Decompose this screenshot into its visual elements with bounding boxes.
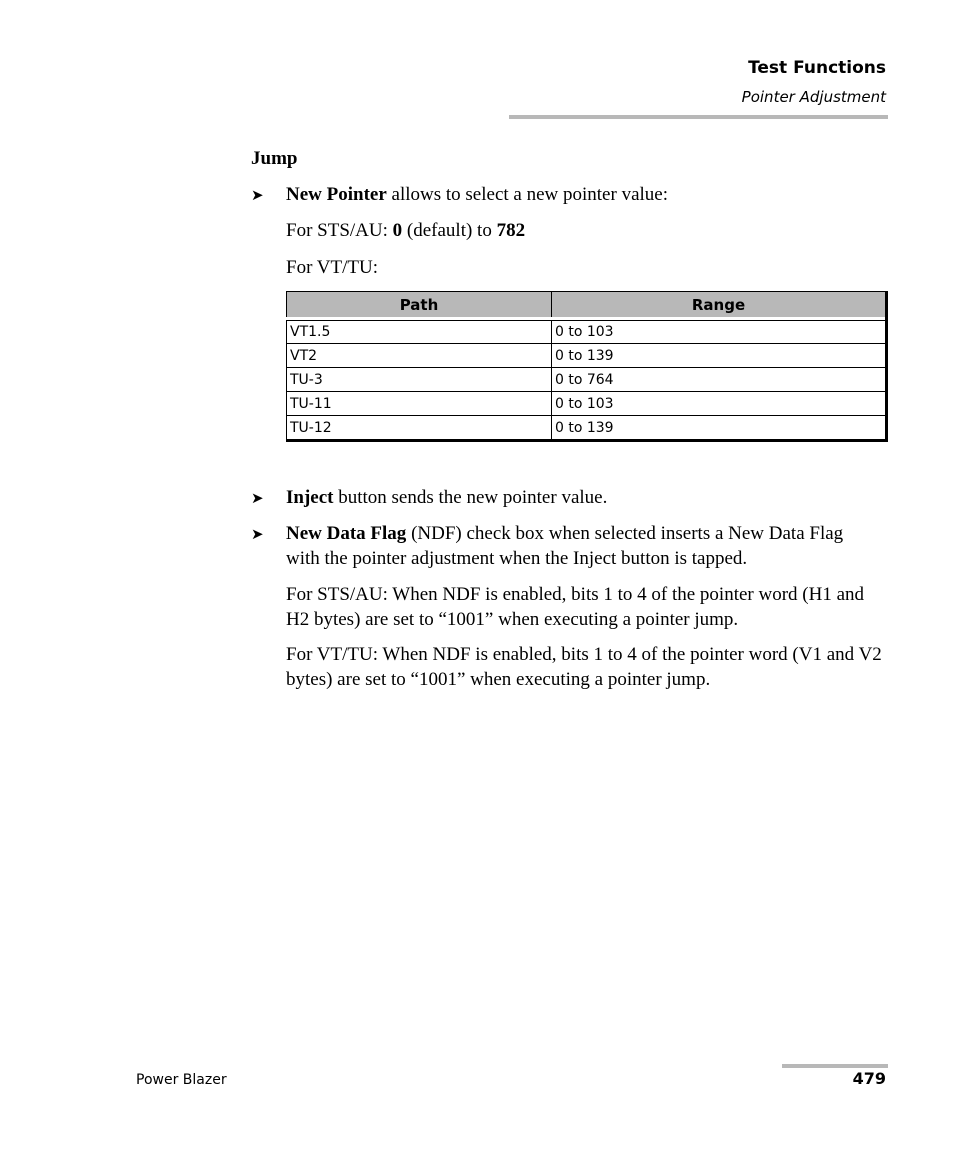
- new-pointer-paragraph: [286, 182, 886, 207]
- section-heading: Jump: [251, 148, 298, 169]
- sts-range-line: [286, 218, 886, 243]
- table-cell-range: 0 to 764: [552, 368, 887, 392]
- header-rule: [509, 115, 888, 119]
- table-row: [287, 416, 887, 441]
- footer-product-name: Power Blazer: [136, 1072, 227, 1088]
- table-cell-path: VT1.5: [287, 319, 552, 344]
- inject-text: button sends the new pointer value.: [333, 487, 608, 508]
- sts-prefix: For STS/AU:: [286, 220, 393, 241]
- sts-min: 0: [392, 220, 403, 241]
- ndf-sts-paragraph: For STS/AU: When NDF is enabled, bits 1 to 4 of the pointer word (H1 and H2 bytes) are set to “1001” when executing a pointer jump.: [286, 584, 865, 630]
- new-pointer-text: allows to select a new pointer value:: [386, 184, 668, 205]
- table-cell-path: TU-12: [287, 416, 552, 441]
- sts-max: 782: [496, 220, 526, 241]
- column-header-range: Range: [552, 292, 887, 319]
- inject-label: Inject: [286, 487, 334, 508]
- table-cell-path: TU-11: [287, 392, 552, 416]
- footer-rule: [782, 1064, 888, 1068]
- table-row: [287, 319, 887, 344]
- table-cell-path: VT2: [287, 344, 552, 368]
- table-row: [287, 368, 887, 392]
- ndf-vt-paragraph: For VT/TU: When NDF is enabled, bits 1 to 4 of the pointer word (V1 and V2 bytes) are set to “1001” when executing a pointer jump.: [286, 644, 882, 690]
- vt-range-line: For VT/TU:: [286, 257, 379, 278]
- path-range-table: [286, 291, 888, 442]
- bullet-arrow-icon: ➤: [251, 489, 264, 507]
- table-cell-range: 0 to 103: [552, 392, 887, 416]
- running-header-subtitle: Pointer Adjustment: [741, 88, 886, 106]
- table-cell-path: TU-3: [287, 368, 552, 392]
- ndf-paragraph: [286, 521, 866, 571]
- table-header-row: [287, 292, 887, 319]
- column-header-path: Path: [287, 292, 552, 319]
- table-cell-range: 0 to 103: [552, 319, 887, 344]
- table-row: [287, 344, 887, 368]
- table-cell-range: 0 to 139: [552, 344, 887, 368]
- bullet-arrow-icon: ➤: [251, 186, 264, 204]
- ndf-text: (NDF) check box when selected inserts a New Data Flag with the pointer adjustment when the Inject button is tapped.: [286, 523, 844, 569]
- page-number: 479: [852, 1069, 886, 1088]
- running-header-title: Test Functions: [748, 58, 886, 78]
- bullet-arrow-icon: ➤: [251, 525, 264, 543]
- table-row: [287, 392, 887, 416]
- sts-middle: (default) to: [402, 220, 497, 241]
- table-cell-range: 0 to 139: [552, 416, 887, 441]
- inject-paragraph: [286, 485, 886, 510]
- new-pointer-label: New Pointer: [286, 184, 387, 205]
- ndf-label: New Data Flag: [286, 523, 407, 544]
